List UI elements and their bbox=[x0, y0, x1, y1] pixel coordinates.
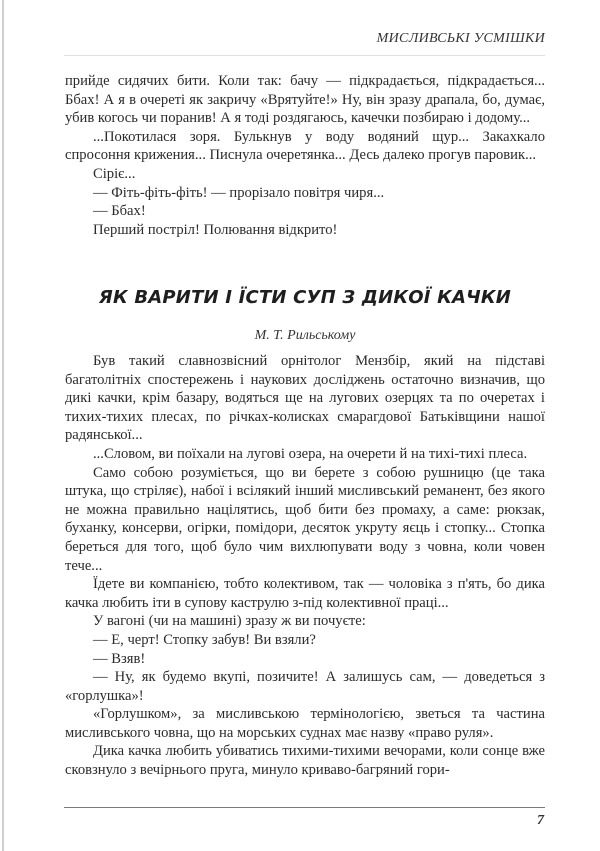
paragraph: Перший постріл! Полювання відкрито! bbox=[93, 221, 338, 238]
paragraph: Само собою розуміється, що ви берете з собою рушницю (це така штука, що стріляє), набої і всілякий інший мисливський реманент, без якого не можна правильно націлятись, щоб бити без промаху, а саме: рюкзак, буханку, консерви, огірки, помідори, десяток укруту яєць і стопку... Стопка береться для того, щоб було чим вихлюпувати воду з човна, коли човен тече... bbox=[65, 464, 545, 574]
paragraph: ...Покотилася зоря. Булькнув у воду водяний щур... Закахкало спросоння крижения... Писнула очеретянка... Десь далеко прогув паровик... bbox=[65, 128, 545, 164]
header-rule bbox=[64, 55, 545, 56]
paragraph: Був такий славнозвісний орнітолог Мензбір, який на підставі багатолітніх спостережень і наукових досліджень остаточно визначив, що дикі качки, крім базару, водяться ще на лугових озерцях та по очеретах і тихих-тихих плесах, по річках-колисках смарагдової Батьківщини нашої радянської... bbox=[65, 353, 545, 444]
paragraph: — Е, черт! Стопку забув! Ви взяли? bbox=[93, 631, 316, 648]
page-left-edge bbox=[2, 0, 4, 851]
chapter-dedication: М. Т. Рильському bbox=[254, 328, 356, 343]
paragraph: — Ну, як будемо вкупі, позичите! А залишусь сам, — доведеться з «горлушка»! bbox=[65, 669, 545, 704]
continuation-text bbox=[65, 72, 545, 239]
paragraph: ...Словом, ви поїхали на лугові озера, на очерети й на тихі-тихі плеса. bbox=[93, 445, 528, 462]
paragraph: Сіріє... bbox=[93, 165, 136, 182]
paragraph: — Фіть-фіть-фіть! — прорізало повітря чиря... bbox=[93, 184, 385, 201]
paragraph: — Взяв! bbox=[93, 650, 146, 667]
paragraph: — Ббах! bbox=[93, 203, 146, 220]
chapter-body bbox=[65, 352, 545, 780]
paragraph: Їдете ви компанією, тобто колективом, так — чоловіка з п'ять, бо дика качка любить іти в супову каструлю з-під колективної праці... bbox=[65, 576, 545, 611]
footer-rule bbox=[64, 807, 545, 808]
paragraph: Дика качка любить убиватись тихими-тихими вечорами, коли сонце вже сковзнуло з вечірнього пруга, минуло криваво-багряний гори- bbox=[65, 743, 545, 779]
paragraph: У вагоні (чи на машині) зразу ж ви почуєте: bbox=[93, 613, 366, 630]
paragraph: «Горлушком», за мисливською термінологією, зветься та частина мисливського човна, що на морських суднах має назву «право руля». bbox=[65, 706, 545, 741]
page-number: 7 bbox=[537, 813, 544, 828]
running-head: МИСЛИВСЬКІ УСМІШКИ bbox=[376, 31, 545, 46]
paragraph: прийде сидячих бити. Коли так: бачу — підкрадається, підкрадається... Ббах! А я в очереті як закричу «Врятуйте!» Ну, він зразу драпала, бо, думає, убив когось чи поранив! А я тоді роздягаюсь, качечки позбираю і додому... bbox=[65, 73, 545, 127]
chapter-title: ЯК ВАРИТИ І ЇСТИ СУП З ДИКОЇ КАЧКИ bbox=[98, 287, 512, 308]
